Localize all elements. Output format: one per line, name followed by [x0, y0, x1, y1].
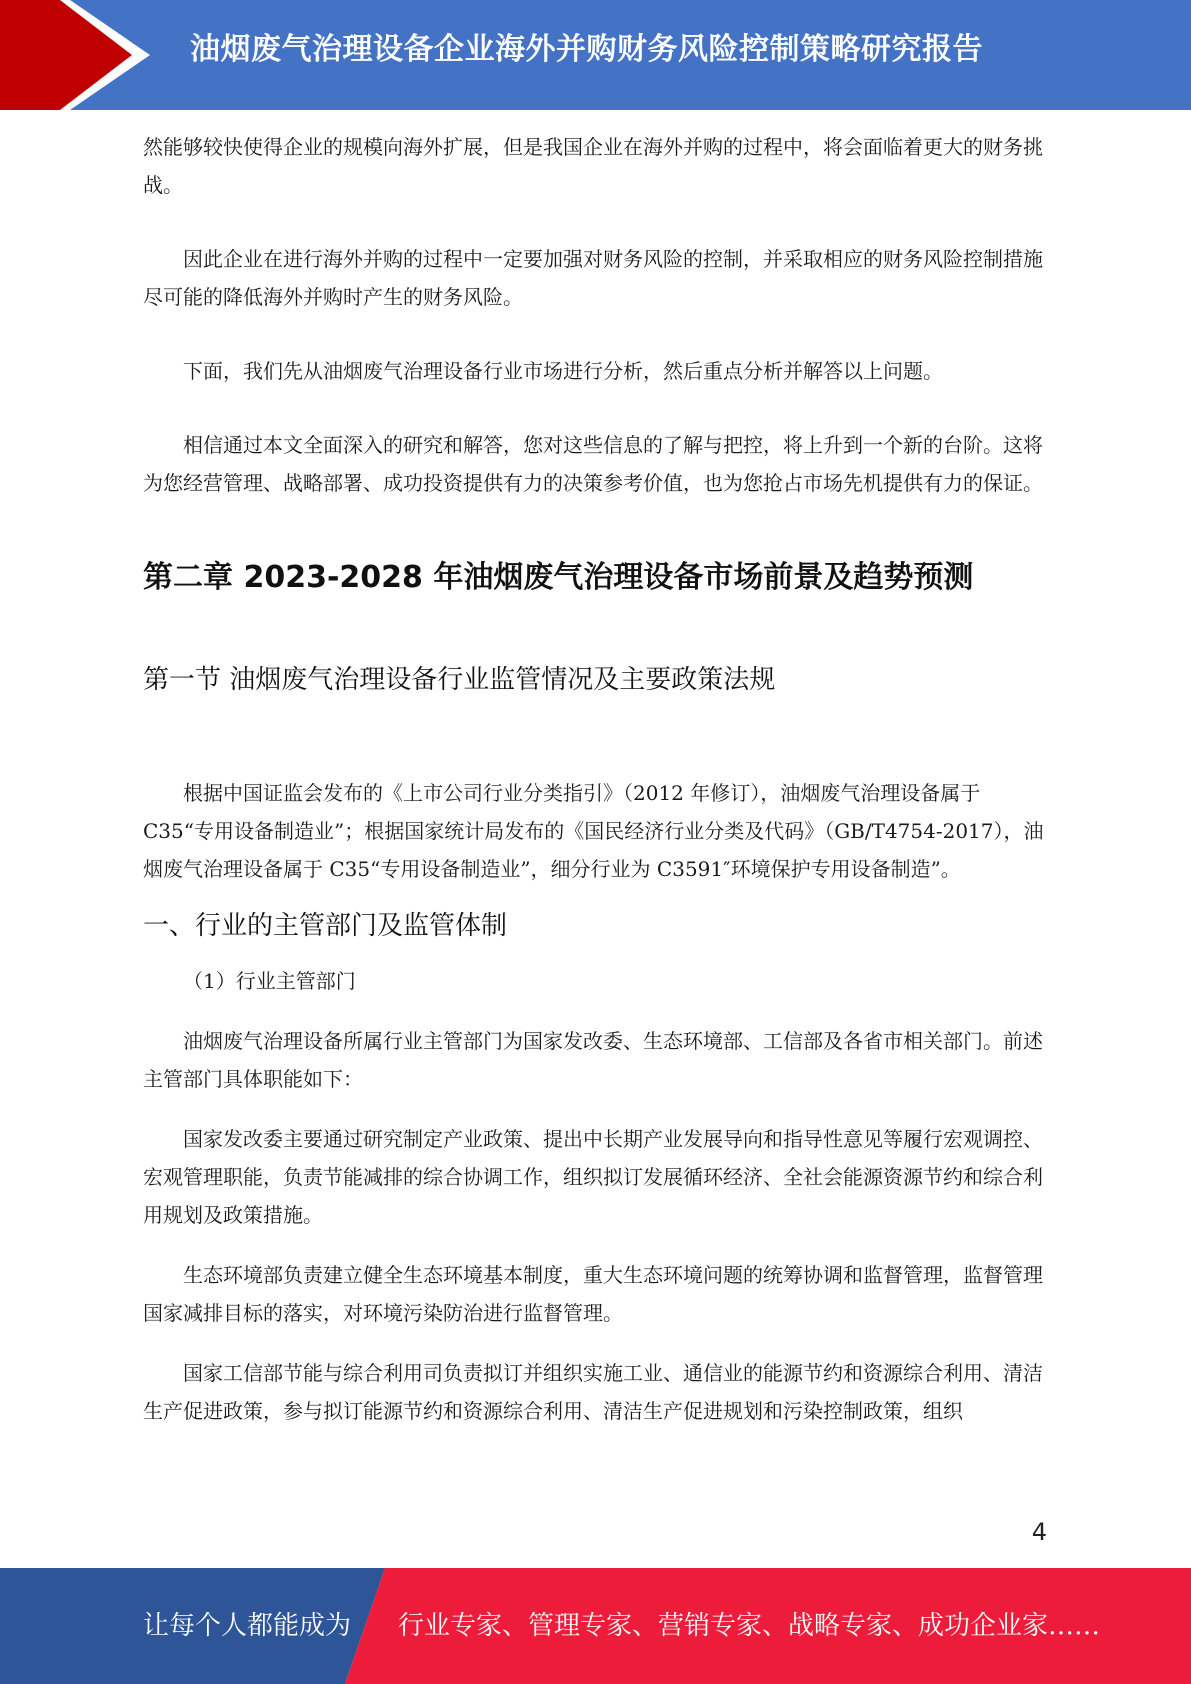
page-number: 4 — [1031, 1518, 1047, 1546]
subheading: （1）行业主管部门 — [183, 969, 356, 993]
footer-slogan-left: 让每个人都能成为 — [143, 1611, 352, 1641]
header-title: 油烟废气治理设备企业海外并购财务风险控制策略研究报告 — [190, 32, 983, 67]
paragraph: 国家发改委主要通过研究制定产业政策、提出中长期产业发展导向和指导性意见等履行宏观调控、宏观管理职能，负责节能减排的综合协调工作，组织拟订发展循环经济、全社会能源资源节约和综合利用规划及政策措施。 — [143, 1127, 1043, 1227]
paragraph: 然能够较快使得企业的规模向海外扩展，但是我国企业在海外并购的过程中，将会面临着更大的财务挑战。 — [143, 135, 1043, 197]
header-chevron-decoration — [0, 0, 150, 110]
paragraph: 生态环境部负责建立健全生态环境基本制度，重大生态环境问题的统筹协调和监督管理，监督管理国家减排目标的落实，对环境污染防治进行监督管理。 — [143, 1263, 1043, 1325]
heading-level-1: 一、行业的主管部门及监管体制 — [143, 911, 508, 941]
document-body — [143, 128, 1048, 1430]
chapter-title: 第二章 2023-2028 年油烟废气治理设备市场前景及趋势预测 — [143, 560, 974, 595]
section-title: 第一节 油烟废气治理设备行业监管情况及主要政策法规 — [143, 665, 776, 695]
page-footer — [0, 1568, 1191, 1684]
page-header — [0, 0, 1191, 110]
paragraph: 下面，我们先从油烟废气治理设备行业市场进行分析，然后重点分析并解答以上问题。 — [183, 359, 943, 383]
paragraph: 相信通过本文全面深入的研究和解答，您对这些信息的了解与把控，将上升到一个新的台阶。这将为您经营管理、战略部署、成功投资提供有力的决策参考价值，也为您抢占市场先机提供有力的保证。 — [143, 433, 1043, 495]
paragraph: 因此企业在进行海外并购的过程中一定要加强对财务风险的控制，并采取相应的财务风险控制措施尽可能的降低海外并购时产生的财务风险。 — [143, 247, 1043, 309]
paragraph: 根据中国证监会发布的《上市公司行业分类指引》（2012 年修订），油烟废气治理设备属于C35“专用设备制造业”；根据国家统计局发布的《国民经济行业分类及代码》（GB/T4754-2017），油烟废气治理设备属于 C35“专用设备制造业”，细分行业为 C3591″环境保护专用设备制造”。 — [143, 781, 1044, 881]
footer-slogan-right: 行业专家、管理专家、营销专家、战略专家、成功企业家…… — [398, 1611, 1101, 1641]
paragraph: 国家工信部节能与综合利用司负责拟订并组织实施工业、通信业的能源节约和资源综合利用、清洁生产促进政策，参与拟订能源节约和资源综合利用、清洁生产促进规划和污染控制政策，组织 — [143, 1361, 1043, 1423]
paragraph: 油烟废气治理设备所属行业主管部门为国家发改委、生态环境部、工信部及各省市相关部门。前述主管部门具体职能如下： — [143, 1029, 1043, 1091]
